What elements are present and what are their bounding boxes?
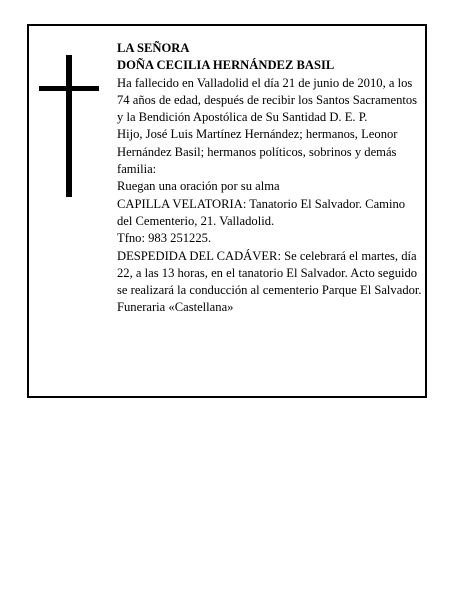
notice-text [117, 40, 423, 317]
funeral-home: Funeraria «Castellana» [117, 300, 234, 315]
cross-horizontal-bar [39, 86, 99, 91]
prayer-request: Ruegan una oración por su alma [117, 179, 280, 194]
death-announcement: Ha fallecido en Valladolid el día 21 de junio de 2010, a los 74 años de edad, después de recibir los Santos Sacramentos y la Bendición Apostólica de Su Santidad D. E. P. [117, 75, 418, 125]
phone-number: Tfno: 983 251225. [117, 231, 212, 246]
chapel-info: CAPILLA VELATORIA: Tanatorio El Salvador. Camino del Cementerio, 21. Valladolid. [117, 196, 406, 228]
obituary-notice [27, 24, 427, 398]
deceased-name: DOÑA CECILIA HERNÁNDEZ BASIL [117, 58, 335, 73]
funeral-service-info: DESPEDIDA DEL CADÁVER: Se celebrará el martes, día 22, a las 13 horas, en el tanatorio El Salvador. Acto seguido se realizará la conducción al cementerio Parque El Salvador. [117, 248, 422, 298]
family-list: Hijo, José Luis Martínez Hernández; hermanos, Leonor Hernández Basil; hermanos políticos, sobrinos y demás familia: [117, 127, 398, 177]
cross-vertical-bar [66, 55, 72, 197]
notice-heading: LA SEÑORA [117, 41, 190, 55]
